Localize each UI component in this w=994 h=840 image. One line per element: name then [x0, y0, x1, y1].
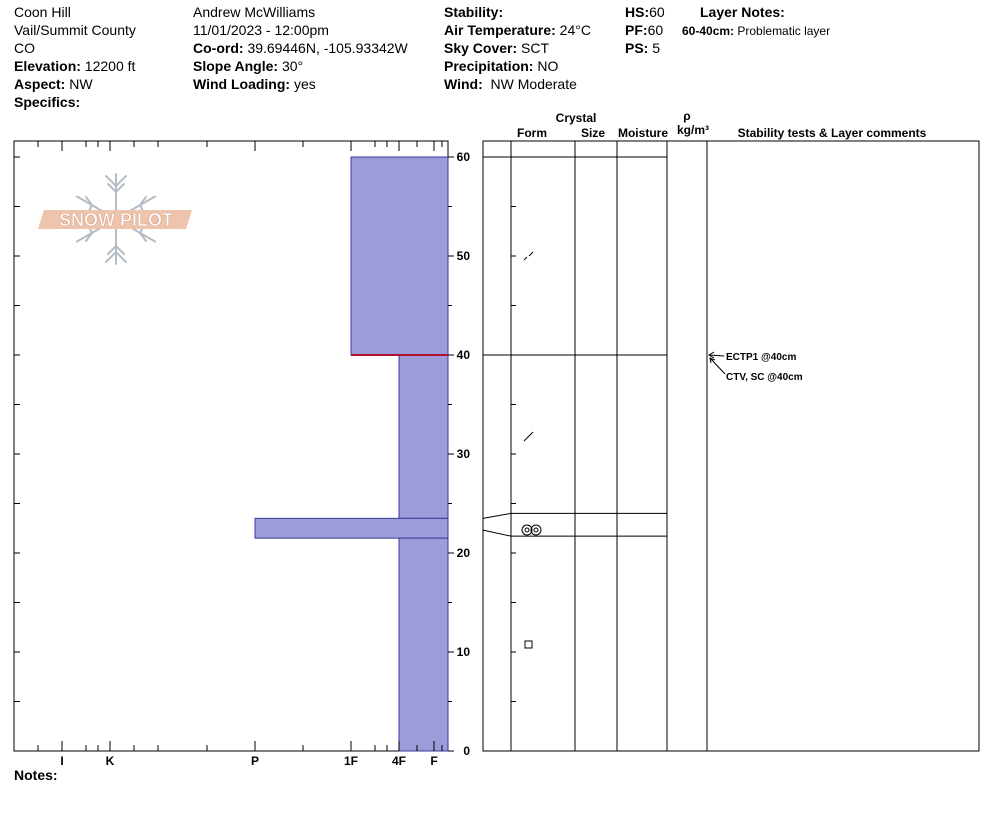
test-ctv-label: CTV, SC @40cm: [726, 372, 803, 383]
height-tick-label: 60: [456, 150, 470, 164]
wind-label: Wind:: [444, 76, 483, 92]
sky-cover-label: Sky Cover:: [444, 40, 518, 56]
coord-label: Co-ord:: [193, 40, 244, 56]
location-name: Coon Hill: [14, 4, 71, 20]
density-rho-header: ρ: [683, 109, 691, 123]
hardness-layer-bar: [399, 538, 448, 751]
size-header: Size: [580, 126, 606, 140]
hardness-layer-bar: [255, 518, 448, 538]
observer-name: Andrew McWilliams: [193, 4, 316, 20]
stability-test-pointers: [709, 352, 725, 374]
layer-notes-label: Layer Notes:: [700, 4, 785, 20]
coord-value: 39.69446N, -105.93342W: [247, 40, 408, 56]
precipitation-value: NO: [537, 58, 559, 74]
logo-text: SNOW PILOT: [59, 210, 173, 230]
aspect-value: NW: [69, 76, 93, 92]
state: CO: [14, 40, 35, 56]
height-tick-label: 0: [463, 744, 470, 758]
air-temp-label: Air Temperature:: [444, 22, 556, 38]
density-unit-header: kg/m³: [676, 123, 710, 137]
notes-label: Notes:: [14, 767, 58, 783]
aspect-label: Aspect:: [14, 76, 66, 92]
moisture-header: Moisture: [617, 126, 669, 140]
layer-note-text: Problematic layer: [737, 24, 831, 38]
pf-value: 60: [647, 22, 664, 38]
stability-header: Stability tests & Layer comments: [737, 126, 927, 140]
crystal-header: Crystal: [555, 111, 597, 125]
height-tick-label: 10: [456, 645, 470, 659]
air-temp-value: 24°C: [559, 22, 591, 38]
hardness-axis-label: I: [60, 754, 64, 768]
pf-label: PF:: [625, 22, 648, 38]
ps-value: 5: [652, 40, 661, 56]
mountain-range: Vail/Summit County: [14, 22, 136, 38]
hardness-axis-label: P: [250, 754, 260, 768]
hardness-layer-bar: [351, 157, 448, 355]
hardness-axis-labels: [60, 754, 437, 768]
wind-loading-value: yes: [293, 76, 316, 92]
elevation-label: Elevation:: [14, 58, 81, 74]
ps-label: PS:: [625, 40, 649, 56]
hardness-axis-label: 1F: [343, 754, 359, 768]
height-tick-label: 40: [456, 348, 470, 362]
hardness-layer-bar: [399, 355, 448, 518]
grain-form-symbols: [522, 252, 541, 648]
hs-value: 60: [649, 4, 665, 20]
layer-table-tick-marks: [511, 157, 516, 751]
decomposing-fragments-icon: [524, 252, 533, 260]
faceted-crystal-icon: [525, 641, 532, 648]
layer-table-frame: [483, 141, 979, 751]
specifics-label: Specifics:: [14, 94, 81, 110]
stability-label: Stability:: [444, 4, 504, 20]
height-tick-label: 20: [456, 546, 470, 560]
wind-loading-label: Wind Loading:: [193, 76, 291, 92]
test-ectp-label: ECTP1 @40cm: [726, 352, 797, 363]
sky-cover-value: SCT: [521, 40, 550, 56]
layer-note-range: 60-40cm:: [682, 24, 735, 38]
hs-label: HS:: [625, 4, 650, 20]
observation-datetime: 11/01/2023 - 12:00pm: [193, 22, 329, 38]
wind-value: NW Moderate: [490, 76, 577, 92]
form-header: Form: [517, 126, 547, 140]
height-tick-label: 50: [456, 249, 470, 263]
height-axis-labels: [457, 150, 471, 758]
layer-table-column-lines: [511, 141, 707, 751]
slope-label: Slope Angle:: [193, 58, 279, 74]
precipitation-label: Precipitation:: [444, 58, 534, 74]
hardness-axis-label: 4F: [391, 754, 407, 768]
slope-value: 30°: [281, 58, 304, 74]
hardness-axis-label: F: [430, 754, 438, 768]
hardness-axis-label: K: [105, 754, 115, 768]
snowpilot-logo: [38, 174, 192, 264]
melt-forms-icon: [522, 525, 541, 535]
height-tick-label: 30: [456, 447, 470, 461]
elevation-value: 12200 ft: [84, 58, 136, 74]
decomposing-fragments-icon: [524, 432, 533, 441]
hardness-layers: [255, 157, 448, 751]
crystal-columns-headers: [517, 109, 927, 140]
